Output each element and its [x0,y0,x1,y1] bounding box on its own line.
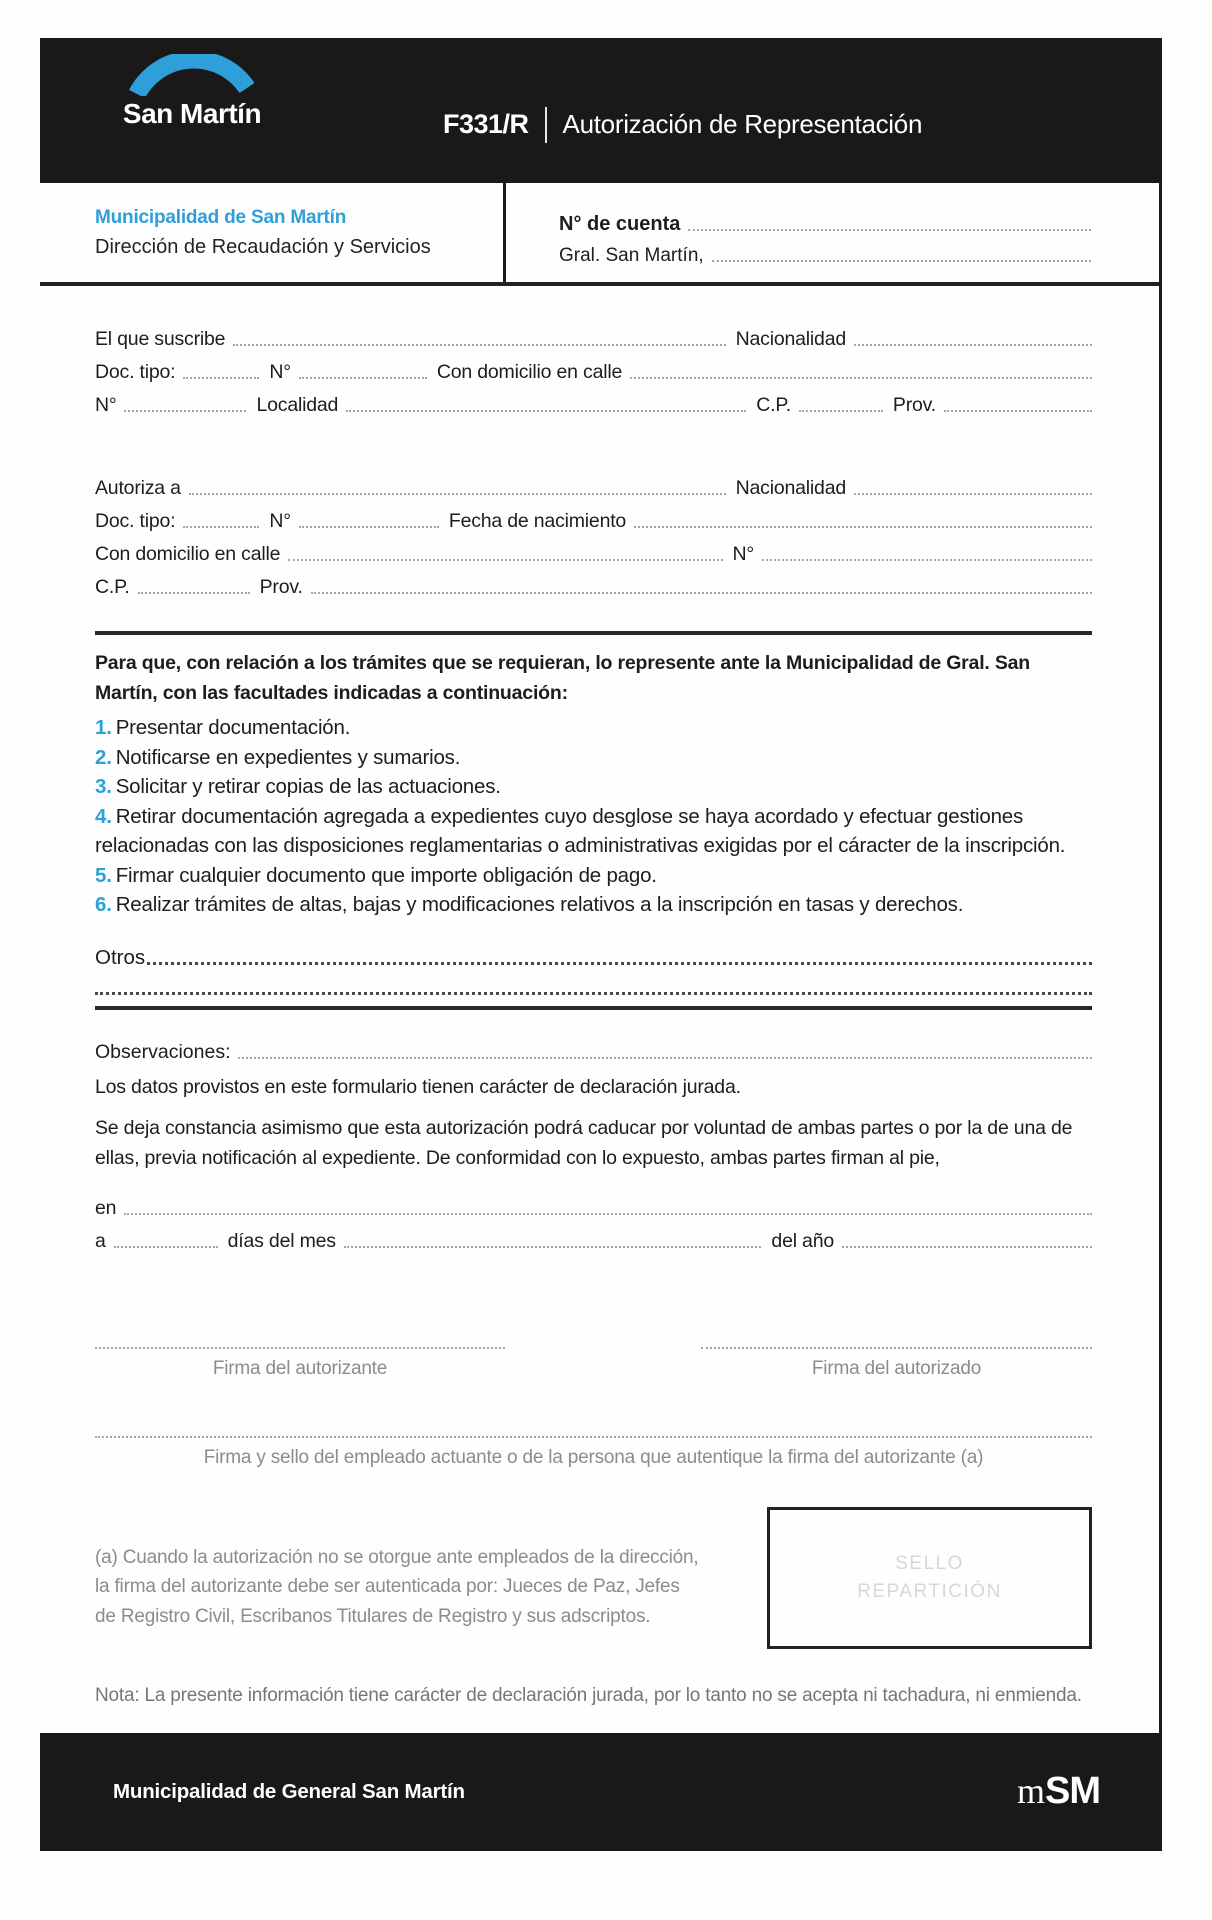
subscriber-label: El que suscribe [95,328,226,350]
revocation-text: Se deja constancia asimismo que esta autorización podrá caducar por voluntad de ambas partes o por la de una de ellas, previa notificación al expediente. De conformidad con lo expuesto, ambas partes firman al pie, [95,1116,1073,1169]
bottom-note: Nota: La presente información tiene carácter de declaración jurada, por lo tanto no se acepta ni tachadura, ni enmienda. [95,1684,1082,1706]
month-label: días del mes [227,1229,336,1252]
street-number-label: N° [732,543,754,565]
sworn-statement-text: Los datos provistos en este formulario tienen carácter de declaración jurada. [95,1075,741,1098]
form-content [40,286,1159,1733]
street-number-label: N° [95,394,117,416]
place-field [95,1187,1092,1220]
account-block [506,183,1159,282]
authorized-section [95,417,1092,599]
province-line [311,592,1092,594]
day-label: a [95,1229,106,1252]
nationality-line [854,493,1092,495]
authorized-row-2 [95,500,1092,533]
municipality-logo [97,54,287,130]
authorized-row-4 [95,566,1092,599]
footer-org-name: Municipalidad de General San Martín [113,1779,465,1803]
employee-signature [95,1436,1092,1469]
mandate-item [95,802,1092,861]
authorized-name-line [189,493,726,495]
form-body-panel [40,183,1162,1733]
item-text: Presentar documentación. [115,716,351,739]
postal-code-line [138,592,250,594]
form-code: F331/R [443,109,529,139]
doc-number-line [299,526,439,528]
postal-code-label: C.P. [756,394,791,416]
doc-type-line [183,377,259,379]
doc-type-label: Doc. tipo: [95,361,176,383]
doc-number-label: N° [269,361,291,383]
authorizer-signature-label: Firma del autorizante [212,1357,388,1379]
title-separator [545,107,547,143]
birthdate-label: Fecha de nacimiento [448,510,627,532]
observations-line [238,1057,1092,1059]
address-line [630,377,1092,379]
locality-line [346,410,746,412]
birthdate-line [634,526,1092,528]
doc-number-line [299,377,427,379]
doc-number-label: N° [269,510,291,532]
account-number-label: N° de cuenta [559,213,681,235]
nationality-line [854,344,1092,346]
observations-field [95,1034,1092,1064]
doc-type-line [183,526,259,528]
mandate-item [95,772,1092,802]
form-footer-bar [40,1733,1162,1851]
others-line [95,992,1092,995]
item-text: Firmar cualquier documento que importe obligación de pago. [115,863,657,887]
form-title-block [443,38,922,183]
province-line [944,410,1092,412]
others-line [147,962,1092,965]
doc-type-label: Doc. tipo: [95,510,176,532]
province-label: Prov. [259,576,303,598]
subscriber-section [95,286,1092,417]
nationality-label: Nacionalidad [735,328,846,350]
year-label: del año [771,1229,834,1252]
org-name: Municipalidad de San Martín [95,207,347,228]
subscriber-row-3 [95,384,1092,417]
mandate-item [95,743,1092,773]
subscriber-name-line [233,344,725,346]
subheader [40,183,1159,286]
date-place-field [559,236,1091,267]
item-text: Notificarse en expedientes y sumarios. [115,745,461,769]
postal-code-label: C.P. [95,576,130,598]
subscriber-row-1 [95,318,1092,351]
account-number-line [688,229,1091,231]
form-header-bar [40,38,1162,183]
item-number: 2. [95,745,112,769]
item-text: Solicitar y retirar copias de las actuaciones. [115,775,501,798]
mandate-list [95,713,1092,920]
department-stamp-box [767,1507,1092,1649]
stamp-text: SELLO [895,1552,964,1574]
street-number-line [124,410,246,412]
authorized-signature [701,1347,1092,1380]
logo-arc-icon [129,54,255,96]
signature-line [701,1347,1092,1349]
authorizes-label: Autoriza a [95,477,181,499]
document [40,38,1162,1851]
footnote-a: (a) Cuando la autorización no se otorgue ante empleados de la dirección, la firma del autorizante debe ser autenticada por: Jueces de Paz, Jefes de Registro Civil, Escribanos Titulares de Registro y sus adscriptos. [95,1546,699,1627]
signature-line [95,1436,1092,1438]
item-number: 1. [95,716,112,739]
others-field-line-2 [95,970,1092,1000]
others-field [95,938,1092,970]
nationality-label: Nacionalidad [735,477,846,499]
msm-logo-m: m [1016,1771,1045,1811]
mandate-item [95,713,1092,743]
year-line [842,1246,1092,1248]
issuer-block [40,183,506,282]
month-line [344,1246,762,1248]
account-number-field [559,205,1091,236]
postal-code-line [799,410,883,412]
subscriber-row-2 [95,351,1092,384]
province-label: Prov. [892,394,936,416]
in-label: en [95,1196,117,1219]
msm-logo-sm: SM [1045,1770,1100,1812]
item-number: 3. [95,775,112,798]
locality-label: Localidad [256,394,339,416]
others-label: Otros [95,945,146,969]
authorized-row-1 [95,467,1092,500]
city-label: Gral. San Martín, [559,245,704,266]
address-line [288,559,722,561]
item-text: Realizar trámites de altas, bajas y modificaciones relativos a la inscripción en tasas y derechos. [115,893,964,916]
signature-section [95,1347,1092,1380]
item-number: 6. [95,893,112,916]
item-number: 4. [95,804,112,828]
address-label: Con domicilio en calle [95,543,281,565]
item-text: Retirar documentación agregada a expedientes cuyo desglose se haya acordado y efectuar gestiones relacionadas con las disposiciones reglamentarias o administrativas exigidas por el cáracter de la inscripción. [95,804,1066,857]
authorized-row-3 [95,533,1092,566]
observations-label: Observaciones: [95,1040,231,1063]
place-line [124,1213,1092,1215]
date-field [95,1220,1092,1253]
address-label: Con domicilio en calle [436,361,623,383]
authorized-signature-label: Firma del autorizado [811,1357,982,1379]
form-title: Autorización de Representación [562,109,923,139]
mandate-intro: Para que, con relación a los trámites que se requieran, lo represente ante la Municipalidad de Gral. San Martín, con las facultades indicadas a continuación: [95,652,1031,704]
signature-line [95,1347,505,1349]
employee-signature-label: Firma y sello del empleado actuante o de la persona que autentique la firma del autorizante (a) [203,1446,984,1468]
section-divider [95,1006,1092,1010]
logo-wordmark: San Martín [122,98,262,129]
msm-logo [1017,1770,1100,1813]
mandate-item [95,890,1092,920]
section-divider [95,631,1092,635]
date-line [712,260,1091,262]
street-number-line [762,559,1092,561]
day-line [114,1246,218,1248]
footnote-stamp-row [95,1507,1092,1649]
item-number: 5. [95,863,112,887]
org-department: Dirección de Recaudación y Servicios [95,236,431,258]
stamp-text: REPARTICIÓN [857,1580,1002,1602]
authorizer-signature [95,1347,505,1380]
mandate-item [95,861,1092,891]
